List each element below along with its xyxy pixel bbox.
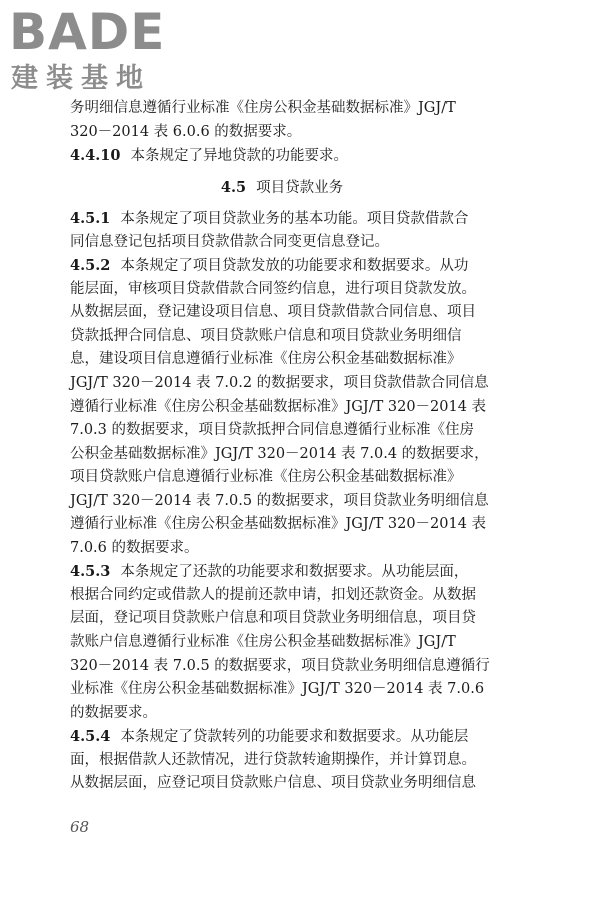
line-text: 本条规定了还款的功能要求和数据要求。从功能层面，	[120, 564, 469, 581]
text-line	[70, 749, 494, 773]
text-line	[70, 655, 494, 679]
line-text: 本条规定了贷款转列的功能要求和数据要求。从功能层	[120, 729, 469, 746]
clause-paragraph	[70, 725, 494, 796]
text-line	[70, 443, 494, 467]
line-text: 面，根据借款人还款情况，进行贷款转逾期操作，并计算罚息。	[70, 751, 476, 768]
section-number: 4.5	[220, 178, 247, 196]
section-heading	[70, 176, 494, 200]
line-text: 项目贷款账户信息遵循行业标准《住房公积金基础数据标准》	[70, 469, 462, 486]
line-text: 息，建设项目信息遵循行业标准《住房公积金基础数据标准》	[70, 351, 462, 368]
text-line	[70, 560, 494, 584]
line-text: 7.0.6 的数据要求。	[70, 539, 199, 556]
line-text: 本条规定了项目贷款发放的功能要求和数据要求。从功	[120, 258, 469, 275]
line-text: 遵循行业标准《住房公积金基础数据标准》JGJ/T 320－2014 表	[70, 516, 487, 533]
line-text: 款账户信息遵循行业标准《住房公积金基础数据标准》JGJ/T	[70, 634, 456, 651]
line-text: 7.0.3 的数据要求，项目贷款抵押合同信息遵循行业标准《住房	[70, 422, 475, 439]
text-line	[70, 348, 494, 372]
logo-latin-text: BADE	[9, 3, 166, 61]
line-text: 320－2014 表 6.0.6 的数据要求。	[70, 123, 302, 140]
line-text: 320－2014 表 7.0.5 的数据要求，项目贷款业务明细信息遵循行	[70, 657, 490, 674]
line-text: 的数据要求。	[70, 704, 157, 721]
text-line	[70, 254, 494, 278]
clause-number: 4.5.4	[70, 728, 111, 746]
line-text: 本条规定了异地贷款的功能要求。	[130, 148, 348, 165]
clause-paragraph	[70, 254, 494, 560]
line-text: JGJ/T 320－2014 表 7.0.5 的数据要求，项目贷款业务明细信息	[70, 492, 489, 509]
line-text: 贷款抵押合同信息、项目贷款账户信息和项目贷款业务明细信	[70, 327, 462, 344]
line-text: 遵循行业标准《住房公积金基础数据标准》JGJ/T 320－2014 表	[70, 398, 487, 415]
clause-number: 4.4.10	[70, 147, 121, 165]
line-text: 根据合同约定或借款人的提前还款申请，扣划还款资金。从数据	[70, 586, 476, 603]
text-line	[70, 702, 494, 726]
line-text: 本条规定了项目贷款业务的基本功能。项目贷款借款合	[120, 211, 469, 228]
clause-number: 4.5.2	[70, 257, 111, 275]
line-text: 同信息登记包括项目贷款借款合同变更信息登记。	[70, 233, 389, 250]
logo-chinese-text: 建装基地	[11, 63, 151, 94]
line-text: 务明细信息遵循行业标准《住房公积金基础数据标准》JGJ/T	[70, 100, 456, 116]
clause-paragraph	[70, 144, 494, 168]
text-line	[70, 97, 494, 121]
text-line	[70, 725, 494, 749]
text-line	[70, 607, 494, 631]
clause-number: 4.5.3	[70, 563, 111, 581]
bade-logo	[9, 3, 179, 98]
text-line	[70, 584, 494, 608]
section-title: 项目贷款业务	[256, 179, 344, 196]
text-line	[70, 490, 494, 514]
line-text: 从数据层面，登记建设项目信息、项目贷款借款合同信息、项目	[70, 304, 476, 321]
clause-number: 4.5.1	[70, 210, 111, 228]
line-text: 能层面，审核项目贷款借款合同签约信息，进行项目贷款发放。	[70, 280, 476, 297]
line-text: JGJ/T 320－2014 表 7.0.2 的数据要求，项目贷款借款合同信息	[70, 375, 489, 392]
document-body	[70, 97, 494, 796]
text-line	[70, 513, 494, 537]
text-line	[70, 772, 494, 796]
clause-paragraph	[70, 560, 494, 725]
text-line	[70, 207, 494, 231]
text-line	[70, 121, 494, 145]
line-text: 业标准《住房公积金基础数据标准》JGJ/T 320－2014 表 7.0.6	[70, 681, 485, 698]
text-line	[70, 419, 494, 443]
text-line	[70, 231, 494, 255]
page-number: 68	[70, 818, 90, 836]
text-line	[70, 301, 494, 325]
text-line	[70, 278, 494, 302]
text-line	[70, 144, 494, 168]
text-line	[70, 537, 494, 561]
text-line	[70, 325, 494, 349]
text-line	[70, 396, 494, 420]
text-line	[70, 466, 494, 490]
clause-paragraph	[70, 207, 494, 254]
line-text: 从数据层面，应登记项目贷款账户信息、项目贷款业务明细信息	[70, 775, 476, 792]
text-line	[70, 372, 494, 396]
line-text: 公积金基础数据标准》JGJ/T 320－2014 表 7.0.4 的数据要求，	[70, 445, 489, 462]
text-line	[70, 631, 494, 655]
continued-paragraph	[70, 97, 494, 144]
line-text: 层面，登记项目贷款账户信息和项目贷款业务明细信息，项目贷	[70, 610, 476, 627]
text-line	[70, 678, 494, 702]
